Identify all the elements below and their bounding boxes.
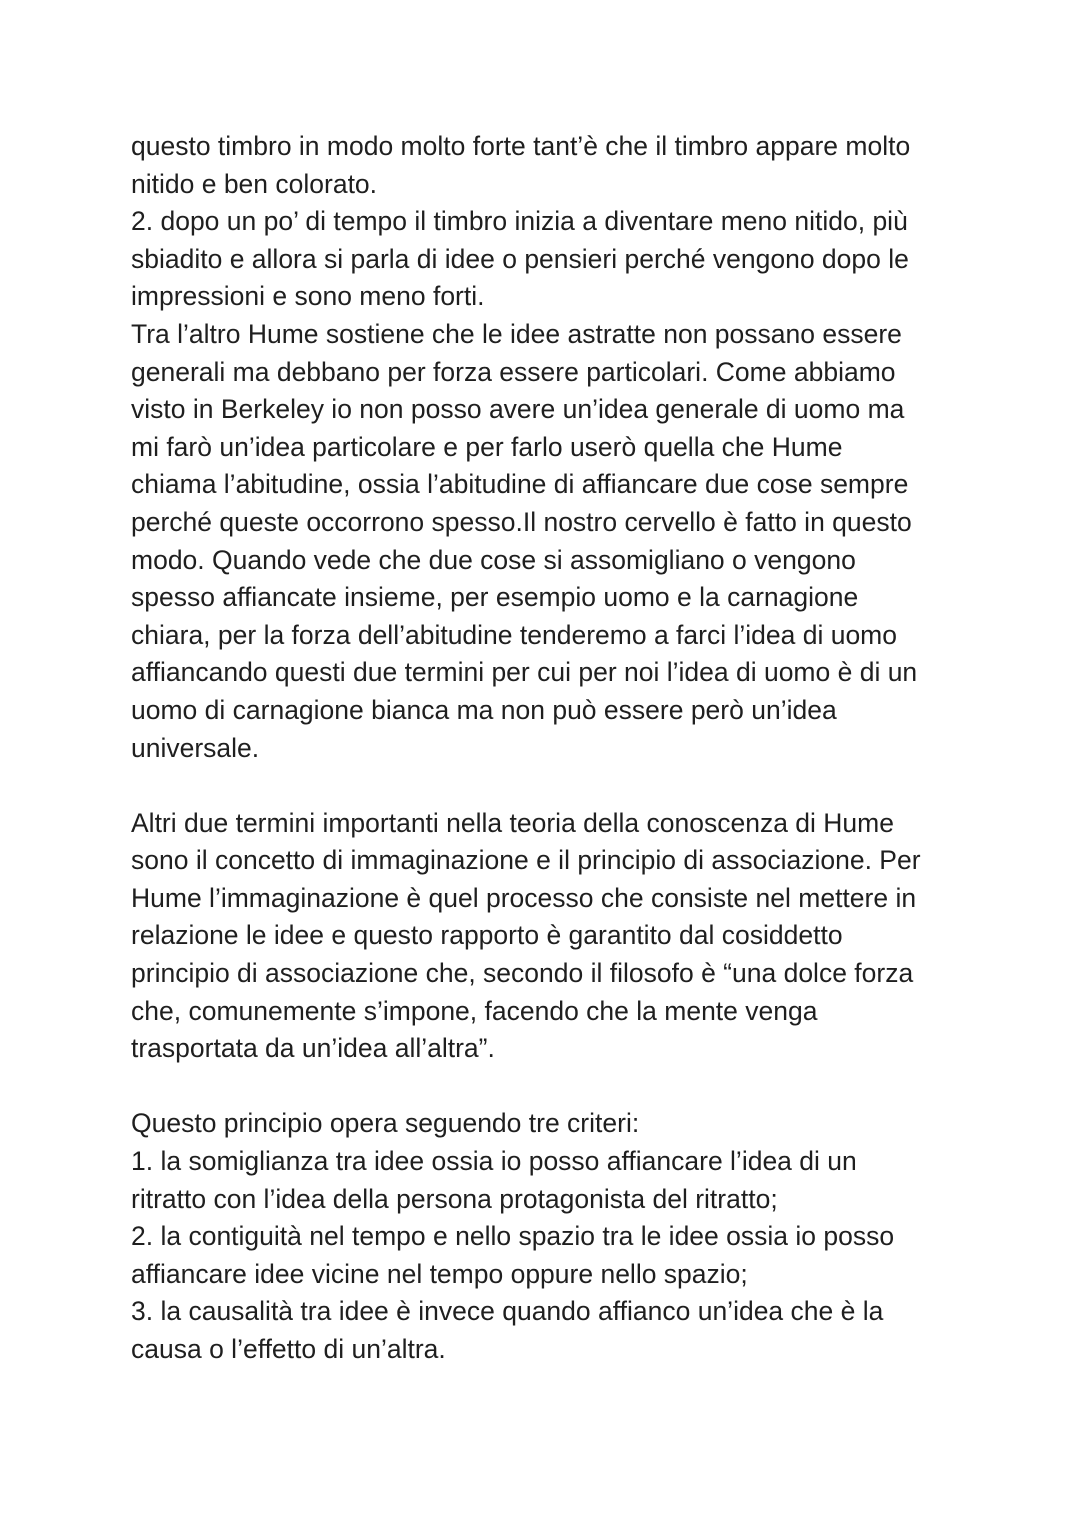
text-line: mi farò un’idea particolare e per farlo userò quella che Hume	[131, 431, 843, 462]
text-line: 2. dopo un po’ di tempo il timbro inizia a diventare meno nitido, più	[131, 206, 908, 237]
list-item: 2. la contiguità nel tempo e nello spazio tra le idee ossia io posso	[131, 1221, 895, 1252]
text-line: ritratto con l’idea della persona protagonista del ritratto;	[131, 1183, 778, 1214]
text-line: visto in Berkeley io non posso avere un’idea generale di uomo ma	[131, 394, 905, 425]
list-item: 1. la somiglianza tra idee ossia io posso affiancare l’idea di un	[131, 1146, 857, 1177]
document-page	[131, 128, 961, 1369]
text-line: uomo di carnagione bianca ma non può essere però un’idea	[131, 694, 837, 725]
text-line: sbiadito e allora si parla di idee o pensieri perché vengono dopo le	[131, 243, 909, 274]
text-line: trasportata da un’idea all’altra”.	[131, 1033, 495, 1064]
text-line: Questo principio opera seguendo tre criteri:	[131, 1108, 640, 1139]
paragraph-immaginazione-associazione	[131, 805, 961, 1068]
text-line: Altri due termini importanti nella teoria della conoscenza di Hume	[131, 807, 894, 838]
text-line: affiancare idee vicine nel tempo oppure nello spazio;	[131, 1258, 748, 1289]
paragraph-spacer	[131, 1068, 961, 1106]
list-item: 3. la causalità tra idee è invece quando affianco un’idea che è la	[131, 1296, 884, 1327]
text-line: impressioni e sono meno forti.	[131, 281, 485, 312]
paragraph-tre-criteri	[131, 1105, 961, 1368]
text-line: universale.	[131, 732, 260, 763]
text-line: che, comunemente s’impone, facendo che la mente venga	[131, 995, 818, 1026]
text-line: Hume l’immaginazione è quel processo che consiste nel mettere in	[131, 882, 917, 913]
text-line: affiancando questi due termini per cui per noi l’idea di uomo è di un	[131, 657, 918, 688]
text-line: modo. Quando vede che due cose si assomigliano o vengono	[131, 544, 856, 575]
paragraph-timbro-abitudine	[131, 128, 961, 767]
text-line: principio di associazione che, secondo il filosofo è “una dolce forza	[131, 958, 914, 989]
text-line: generali ma debbano per forza essere particolari. Come abbiamo	[131, 356, 896, 387]
text-line: perché queste occorrono spesso.Il nostro cervello è fatto in questo	[131, 506, 912, 537]
text-line: Tra l’altro Hume sostiene che le idee astratte non possano essere	[131, 318, 902, 349]
text-line: chiara, per la forza dell’abitudine tenderemo a farci l’idea di uomo	[131, 619, 897, 650]
paragraph-spacer	[131, 767, 961, 805]
text-line: spesso affiancate insieme, per esempio uomo e la carnagione	[131, 582, 859, 613]
text-line: relazione le idee e questo rapporto è garantito dal cosiddetto	[131, 920, 843, 951]
text-line: questo timbro in modo molto forte tant’è che il timbro appare molto	[131, 131, 911, 161]
text-line: sono il concetto di immaginazione e il principio di associazione. Per	[131, 845, 921, 876]
text-line: causa o l’effetto di un’altra.	[131, 1334, 446, 1364]
text-line: nitido e ben colorato.	[131, 168, 378, 199]
text-line: chiama l’abitudine, ossia l’abitudine di affiancare due cose sempre	[131, 469, 909, 500]
